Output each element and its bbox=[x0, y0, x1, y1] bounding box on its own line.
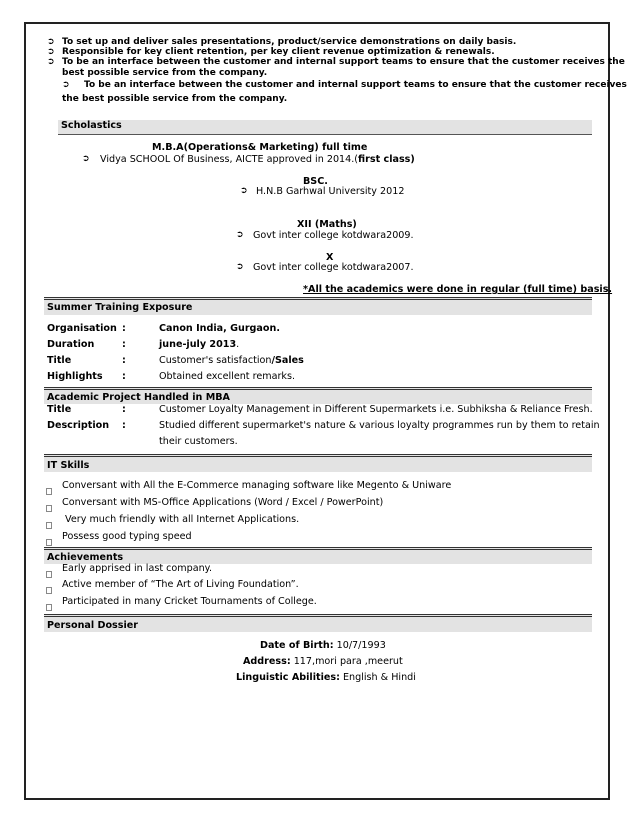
bsc-detail: H.N.B Garhwal University 2012 bbox=[256, 186, 405, 197]
field-sep: : bbox=[122, 323, 126, 334]
field-value: Customer's satisfaction/Sales bbox=[159, 355, 304, 366]
x-title: X bbox=[326, 252, 334, 263]
field-label: Organisation bbox=[47, 323, 117, 334]
section-title: Academic Project Handled in MBA bbox=[47, 392, 230, 403]
arrow-bullet-icon: ➲ bbox=[240, 186, 248, 196]
arrow-bullet-icon: ➲ bbox=[47, 57, 55, 67]
address: Address: 117,mori para ,meerut bbox=[243, 656, 403, 667]
field-sep: : bbox=[122, 371, 126, 382]
list-item: Conversant with MS-Office Applications (Word / Excel / PowerPoint) bbox=[62, 497, 384, 508]
section-header-training bbox=[44, 297, 592, 315]
duty-repeat-cont: the best possible service from the company. bbox=[62, 94, 288, 104]
list-item: Participated in many Cricket Tournaments of College. bbox=[62, 596, 317, 607]
x-detail: Govt inter college kotdwara2007. bbox=[253, 262, 414, 273]
field-value: june-july 2013. bbox=[159, 339, 240, 350]
section-header-personal bbox=[44, 614, 592, 632]
dob: Date of Birth: 10/7/1993 bbox=[260, 640, 386, 651]
bsc-title: BSC. bbox=[303, 176, 328, 187]
arrow-bullet-icon: ➲ bbox=[82, 154, 90, 164]
arrow-bullet-icon: ➲ bbox=[47, 47, 55, 57]
arrow-bullet-icon: ➲ bbox=[47, 37, 55, 47]
duty-repeat: To be an interface between the customer and internal support teams to ensure that the customer receives bbox=[84, 80, 627, 90]
field-label: Highlights bbox=[47, 371, 103, 382]
section-title: Summer Training Exposure bbox=[47, 302, 193, 313]
list-item: Early apprised in last company. bbox=[62, 563, 213, 574]
academics-note: *All the academics were done in regular (full time) basis. bbox=[303, 284, 613, 295]
arrow-bullet-icon: ➲ bbox=[62, 80, 70, 90]
field-sep: : bbox=[122, 404, 126, 415]
xii-title: XII (Maths) bbox=[297, 219, 357, 230]
duty-item: To be an interface between the customer and internal support teams to ensure that the customer receives the bbox=[62, 57, 625, 67]
section-header-it-skills bbox=[44, 454, 592, 472]
field-label: Duration bbox=[47, 339, 95, 350]
list-item: Active member of “The Art of Living Foundation”. bbox=[62, 579, 299, 590]
duty-item: Responsible for key client retention, per key client revenue optimization & renewals. bbox=[62, 47, 495, 57]
list-item: Conversant with All the E-Commerce managing software like Megento & Uniware bbox=[62, 480, 452, 491]
section-header-project bbox=[44, 387, 592, 404]
section-title: Achievements bbox=[47, 552, 124, 563]
field-label: Description bbox=[47, 420, 110, 431]
section-header-achievements bbox=[44, 547, 592, 564]
field-value: Obtained excellent remarks. bbox=[159, 371, 296, 382]
divider bbox=[58, 134, 592, 135]
field-label: Title bbox=[47, 355, 72, 366]
field-sep: : bbox=[122, 339, 126, 350]
mba-detail: Vidya SCHOOL Of Business, AICTE approved in 2014.(first class) bbox=[100, 154, 415, 165]
field-value: Customer Loyalty Management in Different Supermarkets i.e. Subhiksha & Reliance Fresh. bbox=[159, 404, 593, 415]
languages: Linguistic Abilities: English & Hindi bbox=[236, 672, 416, 683]
mba-title: M.B.A(Operations& Marketing) full time bbox=[152, 142, 368, 153]
list-item: Possess good typing speed bbox=[62, 531, 192, 542]
field-value: Canon India, Gurgaon. bbox=[159, 323, 280, 334]
duty-item: To set up and deliver sales presentations, product/service demonstrations on daily basis. bbox=[62, 37, 517, 47]
section-title: Scholastics bbox=[61, 120, 122, 131]
field-value: Studied different supermarket's nature & various loyalty programmes run by them to retain bbox=[159, 420, 600, 431]
xii-detail: Govt inter college kotdwara2009. bbox=[253, 230, 414, 241]
arrow-bullet-icon: ➲ bbox=[236, 230, 244, 240]
section-header-scholastics bbox=[58, 120, 592, 134]
field-sep: : bbox=[122, 355, 126, 366]
arrow-bullet-icon: ➲ bbox=[236, 262, 244, 272]
field-sep: : bbox=[122, 420, 126, 431]
section-title: Personal Dossier bbox=[47, 620, 139, 631]
field-label: Title bbox=[47, 404, 72, 415]
duty-item-cont: best possible service from the company. bbox=[62, 68, 268, 78]
list-item: Very much friendly with all Internet Applications. bbox=[62, 514, 300, 525]
section-title: IT Skills bbox=[47, 460, 90, 471]
field-value-cont: their customers. bbox=[159, 436, 238, 447]
